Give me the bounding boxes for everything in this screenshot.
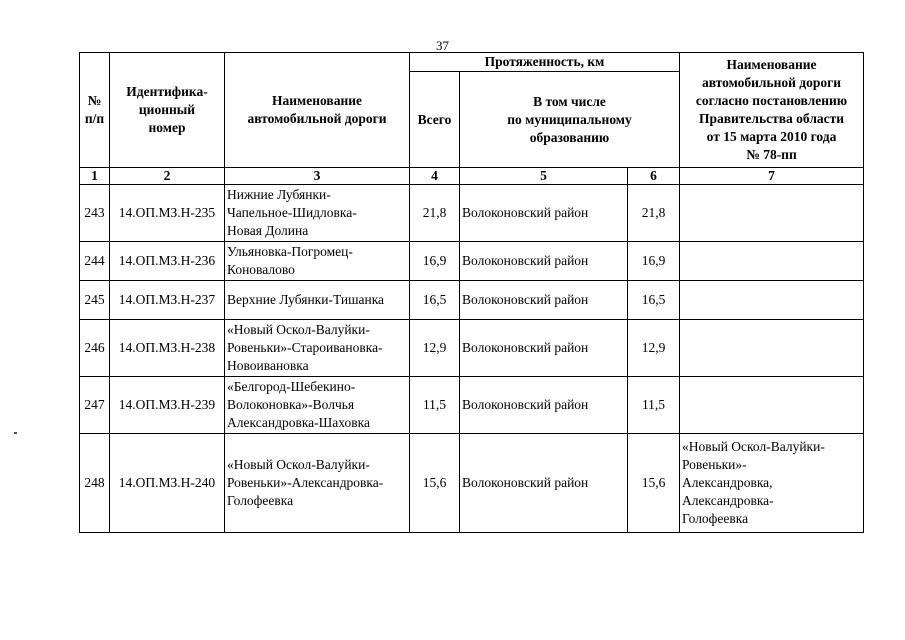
col-index: 7 (680, 168, 864, 185)
header-name: Наименование автомобильной дороги (225, 53, 410, 168)
page-number: 37 (436, 38, 449, 53)
area-length: 21,8 (628, 185, 680, 242)
col-index: 3 (225, 168, 410, 185)
road-name: «Новый Оскол-Валуйки- Ровеньки»-Староивановка- Новоивановка (225, 320, 410, 377)
row-number: 248 (80, 434, 110, 533)
road-id: 14.ОП.МЗ.Н-239 (110, 377, 225, 434)
col-index: 5 (460, 168, 628, 185)
table-row (80, 434, 864, 533)
header-total: Всего (410, 72, 460, 168)
header-length-group: Протяженность, км (410, 53, 680, 72)
length-total: 12,9 (410, 320, 460, 377)
column-index-row (80, 168, 864, 185)
road-id: 14.ОП.МЗ.Н-235 (110, 185, 225, 242)
road-name: Верхние Лубянки-Тишанка (225, 281, 410, 320)
municipal-area: Волоконовский район (460, 281, 628, 320)
road-name: «Новый Оскол-Валуйки- Ровеньки»-Александровка- Голофеевка (225, 434, 410, 533)
municipal-area: Волоконовский район (460, 320, 628, 377)
header-including: В том числе по муниципальному образованию (460, 72, 680, 168)
header-num: № п/п (80, 53, 110, 168)
road-id: 14.ОП.МЗ.Н-238 (110, 320, 225, 377)
road-id: 14.ОП.МЗ.Н-240 (110, 434, 225, 533)
road-id: 14.ОП.МЗ.Н-237 (110, 281, 225, 320)
area-length: 15,6 (628, 434, 680, 533)
header-decree: Наименование автомобильной дороги согласно постановлению Правительства области от 15 марта 2010 года № 78-пп (680, 53, 864, 168)
roads-table (79, 52, 864, 533)
table-row (80, 320, 864, 377)
length-total: 15,6 (410, 434, 460, 533)
col-index: 6 (628, 168, 680, 185)
row-number: 244 (80, 242, 110, 281)
area-length: 16,5 (628, 281, 680, 320)
table-row (80, 281, 864, 320)
decree-name: «Новый Оскол-Валуйки- Ровеньки»- Александровка, Александровка- Голофеевка (680, 434, 864, 533)
municipal-area: Волоконовский район (460, 185, 628, 242)
header-id: Идентифика- ционный номер (110, 53, 225, 168)
table-row (80, 185, 864, 242)
road-name: Нижние Лубянки- Чапельное-Шидловка- Новая Долина (225, 185, 410, 242)
col-index: 4 (410, 168, 460, 185)
decree-name (680, 320, 864, 377)
municipal-area: Волоконовский район (460, 242, 628, 281)
decree-name (680, 281, 864, 320)
row-number: 246 (80, 320, 110, 377)
length-total: 11,5 (410, 377, 460, 434)
decree-name (680, 242, 864, 281)
decree-name (680, 377, 864, 434)
table-row (80, 242, 864, 281)
length-total: 16,9 (410, 242, 460, 281)
road-name: Ульяновка-Погромец- Коновалово (225, 242, 410, 281)
decree-name (680, 185, 864, 242)
road-id: 14.ОП.МЗ.Н-236 (110, 242, 225, 281)
row-number: 245 (80, 281, 110, 320)
municipal-area: Волоконовский район (460, 434, 628, 533)
municipal-area: Волоконовский район (460, 377, 628, 434)
table-row (80, 377, 864, 434)
length-total: 16,5 (410, 281, 460, 320)
road-name: «Белгород-Шебекино- Волоконовка»-Волчья Александровка-Шаховка (225, 377, 410, 434)
col-index: 1 (80, 168, 110, 185)
scan-mark (14, 432, 17, 434)
length-total: 21,8 (410, 185, 460, 242)
row-number: 247 (80, 377, 110, 434)
area-length: 11,5 (628, 377, 680, 434)
area-length: 12,9 (628, 320, 680, 377)
col-index: 2 (110, 168, 225, 185)
area-length: 16,9 (628, 242, 680, 281)
row-number: 243 (80, 185, 110, 242)
